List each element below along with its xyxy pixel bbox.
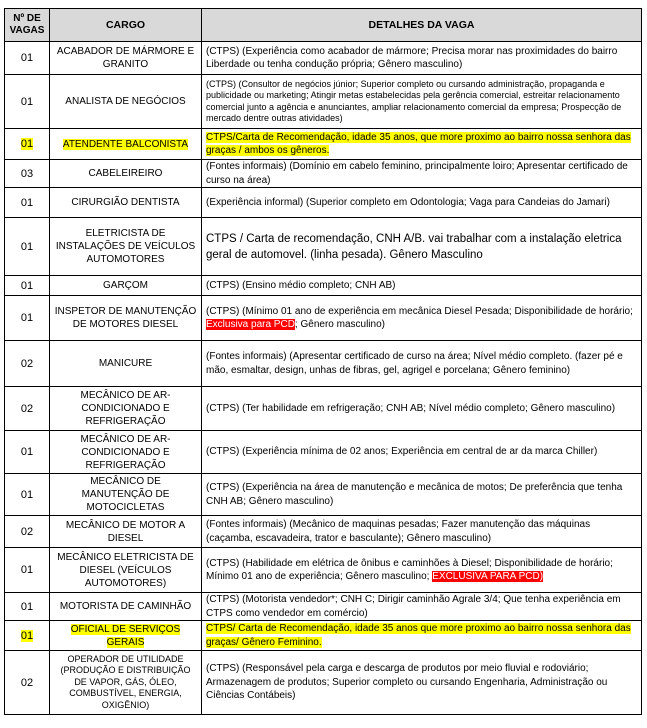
cargo-name: MECÂNICO DE AR-CONDICIONADO E REFRIGERAÇÃO: [50, 387, 202, 431]
vagas-count: 02: [5, 387, 50, 431]
vagas-count: [5, 621, 50, 651]
vagas-count: 01: [5, 548, 50, 593]
vagas-count: 01: [5, 188, 50, 218]
vaga-details: [202, 548, 642, 593]
table-row: [5, 218, 642, 276]
table-row: [5, 387, 642, 431]
vaga-details-highlight: CTPS/ Carta de Recomendação, idade 35 anos que more proximo ao bairro nossa senhora das graças/ Gênero Feminino.: [206, 623, 631, 648]
table-row: [5, 516, 642, 548]
cargo-name: MECÂNICO DE MANUTENÇÃO DE MOTOCICLETAS: [50, 474, 202, 516]
vaga-details: (CTPS) (Ensino médio completo; CNH AB): [202, 276, 642, 296]
vaga-details: (Fontes informais) (Domínio em cabelo feminino, principalmente loiro; Apresentar certificado de curso na área): [202, 160, 642, 188]
vagas-count: 01: [5, 593, 50, 621]
vagas-count: [5, 129, 50, 160]
vaga-details-text: (CTPS) (Mínimo 01 ano de experiência em mecânica Diesel Pesada; Disponibilidade de horário;: [206, 305, 633, 317]
vaga-details: (CTPS) (Ter habilidade em refrigeração; CNH AB; Nível médio completo; Gênero masculino): [202, 387, 642, 431]
cargo-name-highlight: ATENDENTE BALCONISTA: [62, 138, 189, 150]
cargo-name: MOTORISTA DE CAMINHÃO: [50, 593, 202, 621]
vagas-count: 02: [5, 516, 50, 548]
vagas-count: 02: [5, 651, 50, 715]
vaga-details-text-end: ; Gênero masculino): [294, 319, 385, 330]
table-header-row: [5, 9, 642, 42]
vaga-details: (CTPS) (Consultor de negócios júnior; Superior completo ou cursando administração, propaganda e publicidade ou marketing; Atingir metas estabelecidas pela gerência comercial, estreitar relacionamento comercial junto a agência e anunciantes, ampliar relacionamento comercial da empresa; Prospecção de mercado dentre outras atividades): [202, 75, 642, 129]
vagas-count: 02: [5, 341, 50, 387]
vaga-details: (Fontes informais) (Mecânico de maquinas pesadas; Fazer manutenção das máquinas (caçamba, escavadeira, trator e basculante); Gênero masculino): [202, 516, 642, 548]
header-detalhes: DETALHES DA VAGA: [202, 9, 642, 42]
vaga-details-highlight: CTPS/Carta de Recomendação, idade 35 anos, que more proximo ao bairro nossa senhora das graças / ambos os gêneros.: [206, 131, 631, 156]
cargo-name: ACABADOR DE MÁRMORE E GRANITO: [50, 42, 202, 75]
table-row: [5, 593, 642, 621]
cargo-name: MECÂNICO DE MOTOR A DIESEL: [50, 516, 202, 548]
pcd-exclusive-badge: Exclusiva para PCD: [206, 319, 295, 330]
vaga-details: (CTPS) (Responsável pela carga e descarga de produtos por meio fluvial e rodoviário; Armazenagem de produtos; Superior completo ou cursando Engenharia, Administração ou Ciências Contábeis): [202, 651, 642, 715]
vaga-details: (CTPS) (Experiência como acabador de mármore; Precisa morar nas proximidades do bairro Liberdade ou tenha condução própria; Gênero masculino): [202, 42, 642, 75]
table-row: [5, 296, 642, 341]
header-cargo: CARGO: [50, 9, 202, 42]
vaga-details: (CTPS) (Experiência na área de manutenção e mecânica de motos; De preferência que tenha CNH AB; Gênero masculino): [202, 474, 642, 516]
cargo-name: MANICURE: [50, 341, 202, 387]
cargo-name-highlight: OFICIAL DE SERVIÇOS GERAIS: [70, 623, 181, 648]
table-row: [5, 621, 642, 651]
table-row: [5, 474, 642, 516]
vaga-details: (CTPS) (Experiência mínima de 02 anos; Experiência em central de ar da marca Chiller): [202, 431, 642, 474]
vaga-details: (Experiência informal) (Superior completo em Odontologia; Vaga para Candeias do Jamari): [202, 188, 642, 218]
job-openings-table: [4, 8, 642, 715]
table-row: [5, 651, 642, 715]
vagas-count: 01: [5, 474, 50, 516]
table-row: [5, 75, 642, 129]
cargo-name: MECÂNICO ELETRICISTA DE DIESEL (VEÍCULOS AUTOMOTORES): [50, 548, 202, 593]
vaga-details: [202, 129, 642, 160]
vaga-details-text: (CTPS) (Habilidade em elétrica de ônibus e caminhões à Diesel; Disponibilidade de horário; Mínimo 01 ano de experiência; Gênero masculino;: [206, 557, 613, 582]
table-row: [5, 160, 642, 188]
vagas-count: 01: [5, 431, 50, 474]
cargo-name: MECÂNICO DE AR-CONDICIONADO E REFRIGERAÇÃO: [50, 431, 202, 474]
vaga-details: CTPS / Carta de recomendação, CNH A/B. vai trabalhar com a instalação eletrica geral de automovel. (linha pesada). Gênero Masculino: [202, 218, 642, 276]
cargo-name: INSPETOR DE MANUTENÇÃO DE MOTORES DIESEL: [50, 296, 202, 341]
cargo-name: ANALISTA DE NEGÓCIOS: [50, 75, 202, 129]
vagas-count: 01: [5, 296, 50, 341]
vagas-count: 01: [5, 42, 50, 75]
vaga-details: (Fontes informais) (Apresentar certificado de curso na área; Nível médio completo. (fazer pé e mão, esmaltar, design, unhas de fibras, gel, agrigel e porcelana; Gênero feminino): [202, 341, 642, 387]
cargo-name: [50, 621, 202, 651]
vagas-count-highlight: 01: [20, 138, 34, 150]
table-row: [5, 548, 642, 593]
table-row: [5, 341, 642, 387]
table-row: [5, 42, 642, 75]
vagas-count: 01: [5, 276, 50, 296]
table-row: [5, 276, 642, 296]
vagas-count: 03: [5, 160, 50, 188]
cargo-name: ELETRICISTA DE INSTALAÇÕES DE VEÍCULOS AUTOMOTORES: [50, 218, 202, 276]
cargo-name: CABELEIREIRO: [50, 160, 202, 188]
cargo-name: CIRURGIÃO DENTISTA: [50, 188, 202, 218]
pcd-exclusive-badge: EXCLUSIVA PARA PCD): [432, 571, 544, 582]
table-row: [5, 129, 642, 160]
header-num-vagas: Nº DE VAGAS: [5, 9, 50, 42]
vaga-details: [202, 296, 642, 341]
cargo-name: GARÇOM: [50, 276, 202, 296]
cargo-name: OPERADOR DE UTILIDADE (PRODUÇÃO E DISTRIBUIÇÃO DE VAPOR, GÁS, ÓLEO, COMBUSTÍVEL, ENERGIA, OXIGÊNIO): [50, 651, 202, 715]
vagas-count-highlight: 01: [20, 629, 34, 642]
vagas-count: 01: [5, 75, 50, 129]
vaga-details: (CTPS) (Motorista vendedor*; CNH C; Dirigir caminhão Agrale 3/4; Que tenha experiência em CTPS como vendedor em comércio): [202, 593, 642, 621]
table-row: [5, 188, 642, 218]
vaga-details: [202, 621, 642, 651]
table-row: [5, 431, 642, 474]
vagas-count: 01: [5, 218, 50, 276]
cargo-name: [50, 129, 202, 160]
